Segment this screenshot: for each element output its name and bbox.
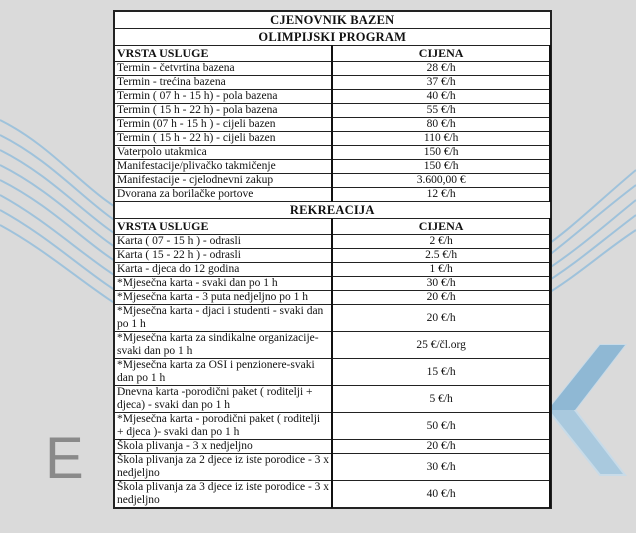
recreation-column-header (115, 219, 551, 235)
service-cell: *Mjesečna karta - djaci i studenti - svaki dan po 1 h (115, 305, 333, 332)
service-cell: Termin - četvrtina bazena (115, 62, 333, 76)
olympic-section-row (115, 29, 551, 46)
price-cell: 5 €/h (332, 386, 550, 413)
price-cell: 3.600,00 € (332, 174, 550, 188)
table-row (115, 132, 551, 146)
service-cell: Termin ( 07 h - 15 h) - pola bazena (115, 90, 333, 104)
price-cell: 12 €/h (332, 188, 550, 202)
column-header-price: CIJENA (332, 46, 550, 62)
service-cell: Termin (07 h - 15 h ) - cijeli bazen (115, 118, 333, 132)
recreation-rows (115, 235, 551, 508)
price-cell: 50 €/h (332, 413, 550, 440)
table-row (115, 413, 551, 440)
service-cell: *Mjesečna karta - porodični paket ( roditelji + djeca )- svaki dan po 1 h (115, 413, 333, 440)
price-cell: 40 €/h (332, 90, 550, 104)
table-row (115, 188, 551, 202)
price-cell: 20 €/h (332, 305, 550, 332)
table-row (115, 277, 551, 291)
table-row (115, 146, 551, 160)
table-title-row (115, 12, 551, 29)
price-cell: 20 €/h (332, 291, 550, 305)
service-cell: Škola plivanja za 3 djece iz iste porodice - 3 x nedjeljno (115, 481, 333, 508)
table-row (115, 104, 551, 118)
table-row (115, 62, 551, 76)
table-row (115, 249, 551, 263)
table-row (115, 386, 551, 413)
table-row (115, 359, 551, 386)
service-cell: Termin ( 15 h - 22 h) - pola bazena (115, 104, 333, 118)
column-header-service: VRSTA USLUGE (115, 219, 333, 235)
service-cell: *Mjesečna karta - svaki dan po 1 h (115, 277, 333, 291)
column-header-price: CIJENA (332, 219, 550, 235)
price-cell: 150 €/h (332, 146, 550, 160)
service-cell: Vaterpolo utakmica (115, 146, 333, 160)
price-cell: 25 €/čl.org (332, 332, 550, 359)
background-letter: E (45, 426, 84, 491)
column-header-service: VRSTA USLUGE (115, 46, 333, 62)
table-row (115, 481, 551, 508)
olympic-rows (115, 62, 551, 202)
table-row (115, 454, 551, 481)
olympic-column-header (115, 46, 551, 62)
price-cell: 37 €/h (332, 76, 550, 90)
price-cell: 80 €/h (332, 118, 550, 132)
service-cell: *Mjesečna karta za OSI i penzionere-svaki dan po 1 h (115, 359, 333, 386)
table-row (115, 291, 551, 305)
service-cell: *Mjesečna karta - 3 puta nedjeljno po 1 h (115, 291, 333, 305)
table-row (115, 263, 551, 277)
table-row (115, 235, 551, 249)
service-cell: *Mjesečna karta za sindikalne organizacije-svaki dan po 1 h (115, 332, 333, 359)
table-row (115, 440, 551, 454)
price-table (114, 11, 551, 508)
service-cell: Karta ( 15 - 22 h ) - odrasli (115, 249, 333, 263)
price-cell: 2.5 €/h (332, 249, 550, 263)
table-row (115, 160, 551, 174)
table-row (115, 174, 551, 188)
price-cell: 20 €/h (332, 440, 550, 454)
price-cell: 30 €/h (332, 277, 550, 291)
table-row (115, 90, 551, 104)
service-cell: Dnevna karta -porodični paket ( roditelji + djeca) - svaki dan po 1 h (115, 386, 333, 413)
table-row (115, 332, 551, 359)
service-cell: Karta ( 07 - 15 h ) - odrasli (115, 235, 333, 249)
page-title: CJENOVNIK BAZEN (115, 12, 551, 29)
service-cell: Karta - djeca do 12 godina (115, 263, 333, 277)
table-row (115, 76, 551, 90)
table-row (115, 305, 551, 332)
price-cell: 55 €/h (332, 104, 550, 118)
service-cell: Manifestacije/plivačko takmičenje (115, 160, 333, 174)
price-cell: 1 €/h (332, 263, 550, 277)
price-cell: 30 €/h (332, 454, 550, 481)
price-cell: 110 €/h (332, 132, 550, 146)
recreation-section-row (115, 202, 551, 219)
price-cell: 40 €/h (332, 481, 550, 508)
price-cell: 15 €/h (332, 359, 550, 386)
service-cell: Dvorana za borilačke portove (115, 188, 333, 202)
price-list-sheet (113, 10, 552, 509)
table-row (115, 118, 551, 132)
service-cell: Škola plivanja - 3 x nedjeljno (115, 440, 333, 454)
recreation-section-title: REKREACIJA (115, 202, 551, 219)
service-cell: Manifestacije - cjelodnevni zakup (115, 174, 333, 188)
price-cell: 28 €/h (332, 62, 550, 76)
service-cell: Termin ( 15 h - 22 h) - cijeli bazen (115, 132, 333, 146)
price-cell: 150 €/h (332, 160, 550, 174)
service-cell: Škola plivanja za 2 djece iz iste porodice - 3 x nedjeljno (115, 454, 333, 481)
price-cell: 2 €/h (332, 235, 550, 249)
service-cell: Termin - trećina bazena (115, 76, 333, 90)
olympic-section-title: OLIMPIJSKI PROGRAM (115, 29, 551, 46)
